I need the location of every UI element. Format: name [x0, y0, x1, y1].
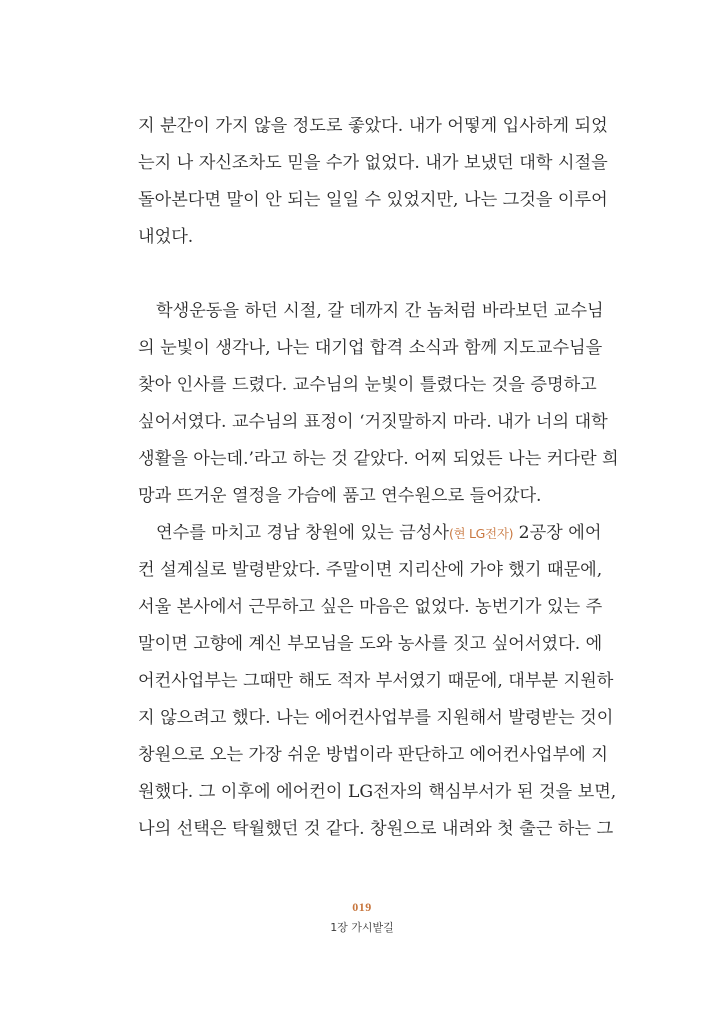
- page-number: 019: [352, 900, 372, 914]
- text-line: 학생운동을 하던 시절, 갈 데까지 간 놈처럼 바라보던 교수님: [156, 301, 604, 321]
- text-line: [138, 515, 628, 552]
- text-line: 망과 뜨거운 열정을 가슴에 품고 연수원으로 들어갔다.: [138, 486, 542, 506]
- text-line: 창원으로 오는 가장 쉬운 방법이라 판단하고 에어컨사업부에 지: [138, 745, 608, 765]
- text-line: 생활을 아는데.’라고 하는 것 같았다. 어찌 되었든 나는 커다란 희: [138, 449, 619, 469]
- text-line: 싶어서였다. 교수님의 표정이 ‘거짓말하지 마라. 내가 너의 대학: [138, 412, 608, 432]
- annotation-note: (현 LG전자): [448, 526, 514, 541]
- running-footer-chapter: 1장 가시밭길: [330, 921, 394, 934]
- text-line: 돌아본다면 말이 안 되는 일일 수 있었지만, 나는 그것을 이루어: [138, 190, 608, 210]
- text-segment: 연수를 마치고 경남 창원에 있는 금성사: [156, 523, 449, 543]
- text-segment: 2공장 에어: [513, 523, 602, 543]
- text-line: 지 분간이 가지 않을 정도로 좋았다. 내가 어떻게 입사하게 되었: [138, 116, 608, 136]
- text-line: 컨 설계실로 발령받았다. 주말이면 지리산에 가야 했기 때문에,: [138, 560, 603, 580]
- text-line: 지 않으려고 했다. 나는 에어컨사업부를 지원해서 발령받는 것이: [138, 708, 614, 728]
- text-line: 의 눈빛이 생각나, 나는 대기업 합격 소식과 함께 지도교수님을: [138, 338, 603, 358]
- text-line: 찾아 인사를 드렸다. 교수님의 눈빛이 틀렸다는 것을 증명하고: [138, 375, 597, 395]
- text-line: 서울 본사에서 근무하고 싶은 마음은 없었다. 농번기가 있는 주: [138, 597, 603, 617]
- body-text: [138, 108, 628, 848]
- text-line: 원했다. 그 이후에 에어컨이 LG전자의 핵심부서가 된 것을 보면,: [138, 782, 617, 802]
- text-line: 말이면 고향에 계신 부모님을 도와 농사를 짓고 싶어서였다. 에: [138, 634, 603, 654]
- text-line: 는지 나 자신조차도 믿을 수가 없었다. 내가 보냈던 대학 시절을: [138, 153, 608, 173]
- text-line: 어컨사업부는 그때만 해도 적자 부서였기 때문에, 대부분 지원하: [138, 671, 614, 691]
- text-line: 내었다.: [138, 227, 194, 247]
- text-line: 나의 선택은 탁월했던 것 같다. 창원으로 내려와 첫 출근 하는 그: [138, 819, 614, 839]
- paragraph-gap: [138, 256, 628, 293]
